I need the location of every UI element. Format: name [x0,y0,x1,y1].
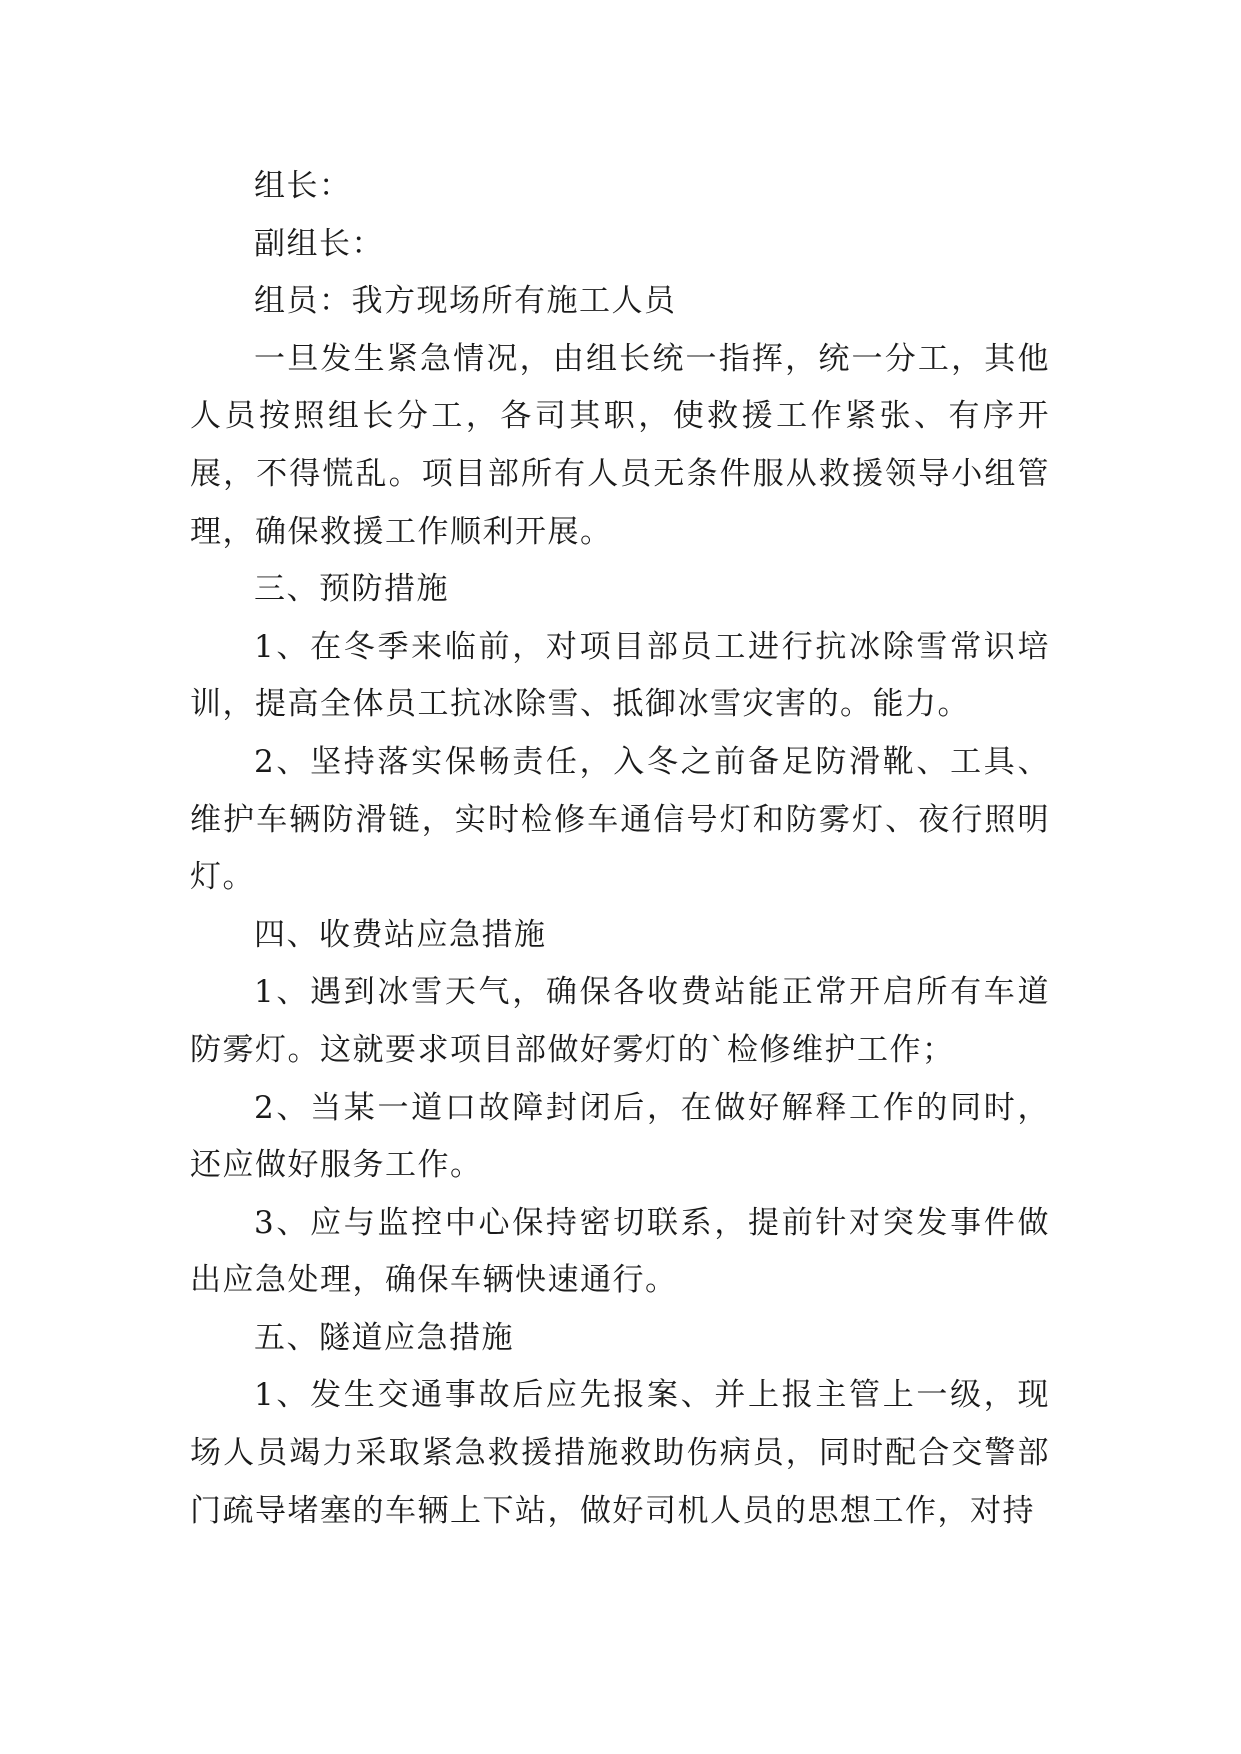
paragraph-deputy-leader: 副组长： [254,225,384,262]
document-body [190,158,1050,1540]
paragraph-toll-station-1: 1、遇到冰雪天气，确保各收费站能正常开启所有车道防雾灯。这就要求项目部做好雾灯的`检修维护工作； [190,974,1050,1068]
paragraph-prevention-1: 1、在冬季来临前，对项目部员工进行抗冰除雪常识培训，提高全体员工抗冰除雪、抵御冰雪灾害的。能力。 [190,628,1050,723]
paragraph-toll-station-3: 3、应与监控中心保持密切联系，提前针对突发事件做出应急处理，确保车辆快速通行。 [190,1204,1050,1299]
paragraph-toll-station-2: 2、当某一道口故障封闭后，在做好解释工作的同时，还应做好服务工作。 [190,1089,1050,1184]
section-heading-tunnel: 五、隧道应急措施 [254,1319,514,1356]
paragraph-team-leader: 组长： [254,168,352,204]
paragraph-team-members: 组员：我方现场所有施工人员 [254,283,677,320]
section-heading-toll-station: 四、收费站应急措施 [254,916,547,953]
paragraph-emergency-command: 一旦发生紧急情况，由组长统一指挥，统一分工，其他人员按照组长分工，各司其职，使救援工作紧张、有序开展，不得慌乱。项目部所有人员无条件服从救援领导小组管理，确保救援工作顺利开展。 [190,340,1050,550]
paragraph-prevention-2: 2、坚持落实保畅责任，入冬之前备足防滑靴、工具、维护车辆防滑链，实时检修车通信号灯和防雾灯、夜行照明灯。 [190,743,1050,896]
paragraph-tunnel-1: 1、发生交通事故后应先报案、并上报主管上一级，现场人员竭力采取紧急救援措施救助伤病员，同时配合交警部门疏导堵塞的车辆上下站，做好司机人员的思想工作，对持 [190,1377,1050,1529]
section-heading-prevention: 三、预防措施 [254,571,449,608]
